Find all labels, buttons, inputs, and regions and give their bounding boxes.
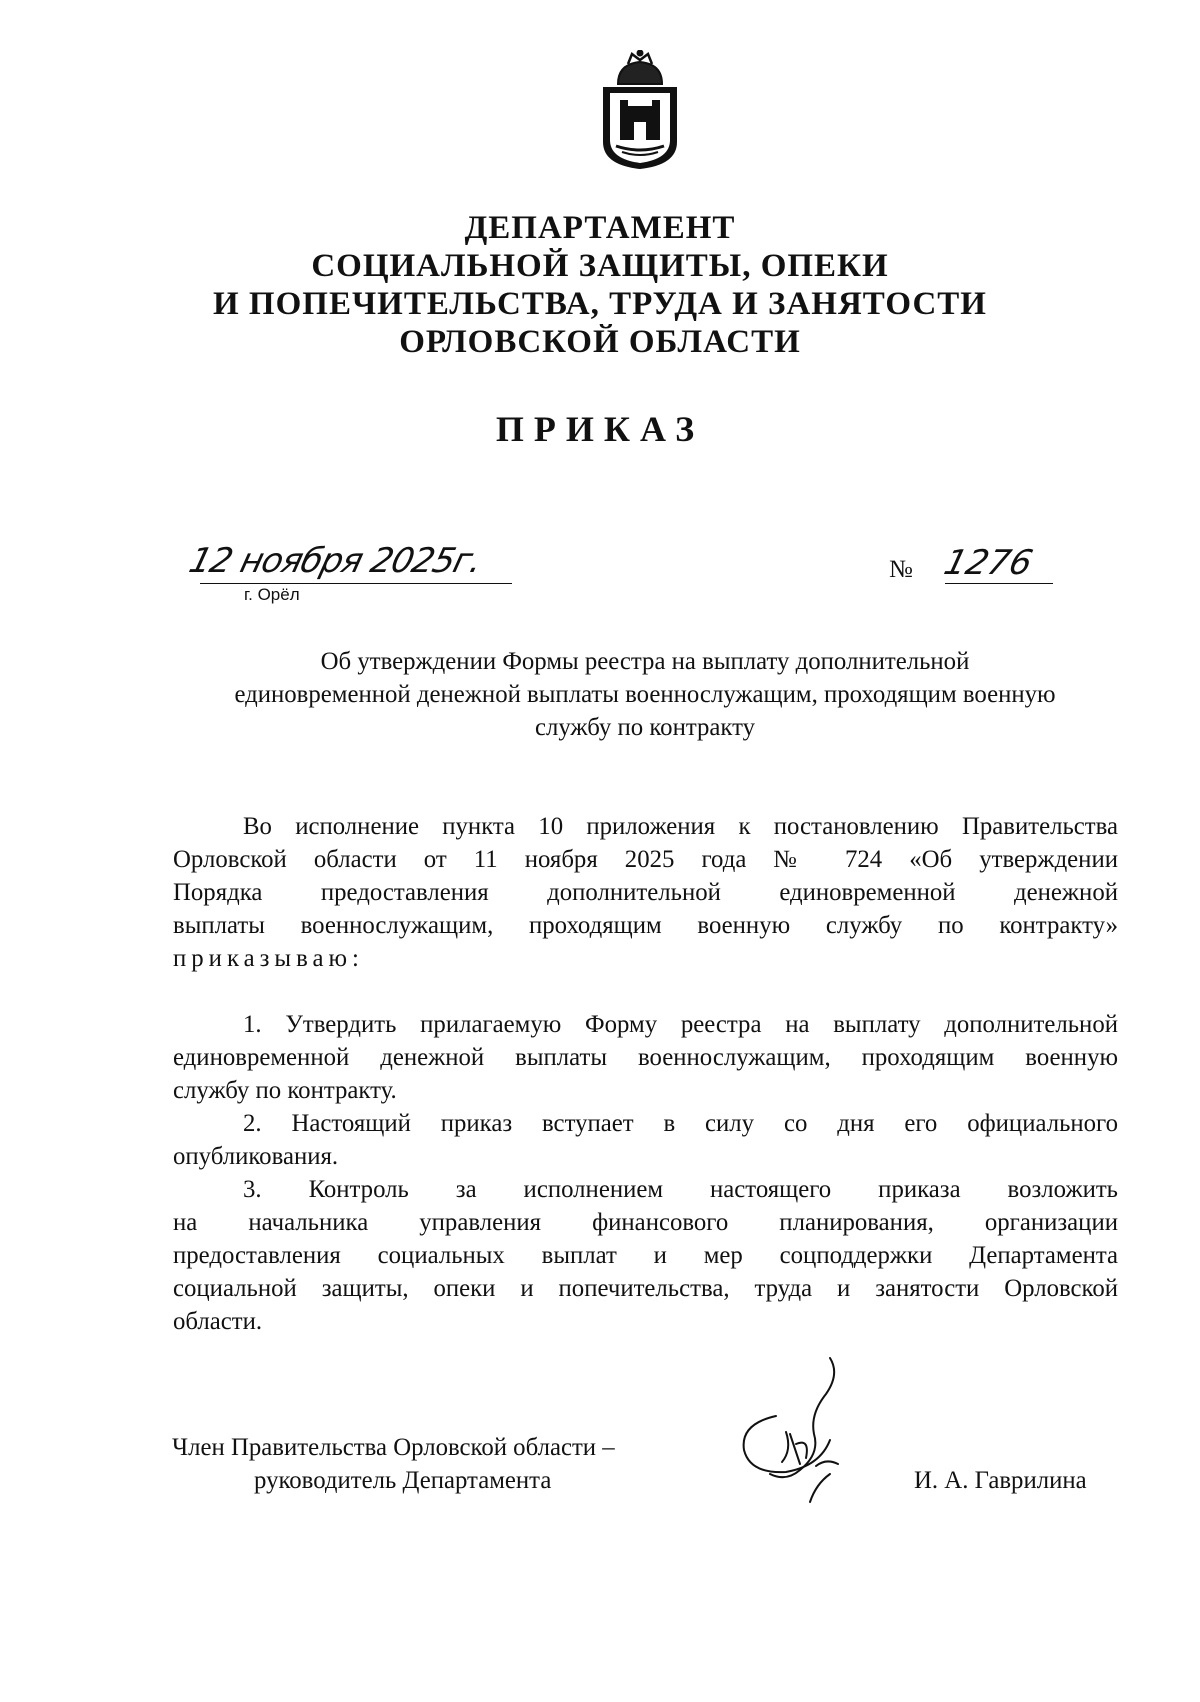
order-title bbox=[170, 645, 1120, 744]
handwritten-number: 1276 bbox=[940, 543, 1037, 583]
item-2-line-1: 2. Настоящий приказ вступает в силу со дня его официального bbox=[243, 1110, 1118, 1137]
signer-position-line-1: Член Правительства Орловской области – bbox=[172, 1434, 615, 1461]
coat-of-arms-emblem bbox=[598, 50, 682, 170]
item-3-line-4: социальной защиты, опеки и попечительства, труда и занятости Орловской bbox=[173, 1275, 1118, 1302]
item-1-line-3: службу по контракту. bbox=[173, 1077, 397, 1104]
item-3-line-3: предоставления социальных выплат и мер соцподдержки Департамента bbox=[173, 1242, 1118, 1269]
date-underline bbox=[200, 583, 512, 584]
number-sign: № bbox=[889, 556, 913, 583]
department-name-line-1: ДЕПАРТАМЕНТ bbox=[464, 210, 736, 246]
item-2-line-2: опубликования. bbox=[173, 1143, 339, 1170]
number-underline bbox=[945, 583, 1053, 584]
department-name-line-2: СОЦИАЛЬНОЙ ЗАЩИТЫ, ОПЕКИ bbox=[311, 248, 889, 284]
preamble-line-4: выплаты военнослужащим, проходящим военную службу по контракту» bbox=[173, 912, 1118, 939]
document-type-title: ПРИКАЗ bbox=[495, 409, 705, 449]
department-name-line-3: И ПОПЕЧИТЕЛЬСТВА, ТРУДА И ЗАНЯТОСТИ bbox=[213, 286, 987, 322]
signer-position-line-2: руководитель Департамента bbox=[254, 1467, 552, 1494]
item-3-line-2: на начальника управления финансового планирования, организации bbox=[173, 1209, 1118, 1236]
preamble-line-3: Порядка предоставления дополнительной единовременной денежной bbox=[173, 879, 1118, 906]
item-1-line-1: 1. Утвердить прилагаемую Форму реестра на выплату дополнительной bbox=[243, 1011, 1118, 1038]
handwritten-date: 12 ноября 2025г. bbox=[185, 541, 486, 581]
order-title-line-2: единовременной денежной выплаты военнослужащим, проходящим военную bbox=[234, 681, 1056, 708]
item-3-line-1: 3. Контроль за исполнением настоящего приказа возложить bbox=[243, 1176, 1118, 1203]
handwritten-signature bbox=[730, 1354, 870, 1514]
department-name-line-4: ОРЛОВСКОЙ ОБЛАСТИ bbox=[399, 324, 801, 360]
preamble-line-2: Орловской области от 11 ноября 2025 года № 724 «Об утверждении bbox=[173, 846, 1118, 873]
item-1-line-2: единовременной денежной выплаты военнослужащим, проходящим военную bbox=[173, 1044, 1118, 1071]
order-title-line-1: Об утверждении Формы реестра на выплату дополнительной bbox=[320, 648, 970, 675]
signer-name: И. А. Гаврилина bbox=[914, 1467, 1087, 1494]
preamble-line-1: Во исполнение пункта 10 приложения к постановлению Правительства bbox=[243, 813, 1118, 840]
preamble-line-5: приказываю: bbox=[173, 945, 364, 972]
city-label: г. Орёл bbox=[244, 585, 300, 604]
item-3-line-5: области. bbox=[173, 1308, 263, 1335]
order-title-line-3: службу по контракту bbox=[534, 714, 756, 741]
